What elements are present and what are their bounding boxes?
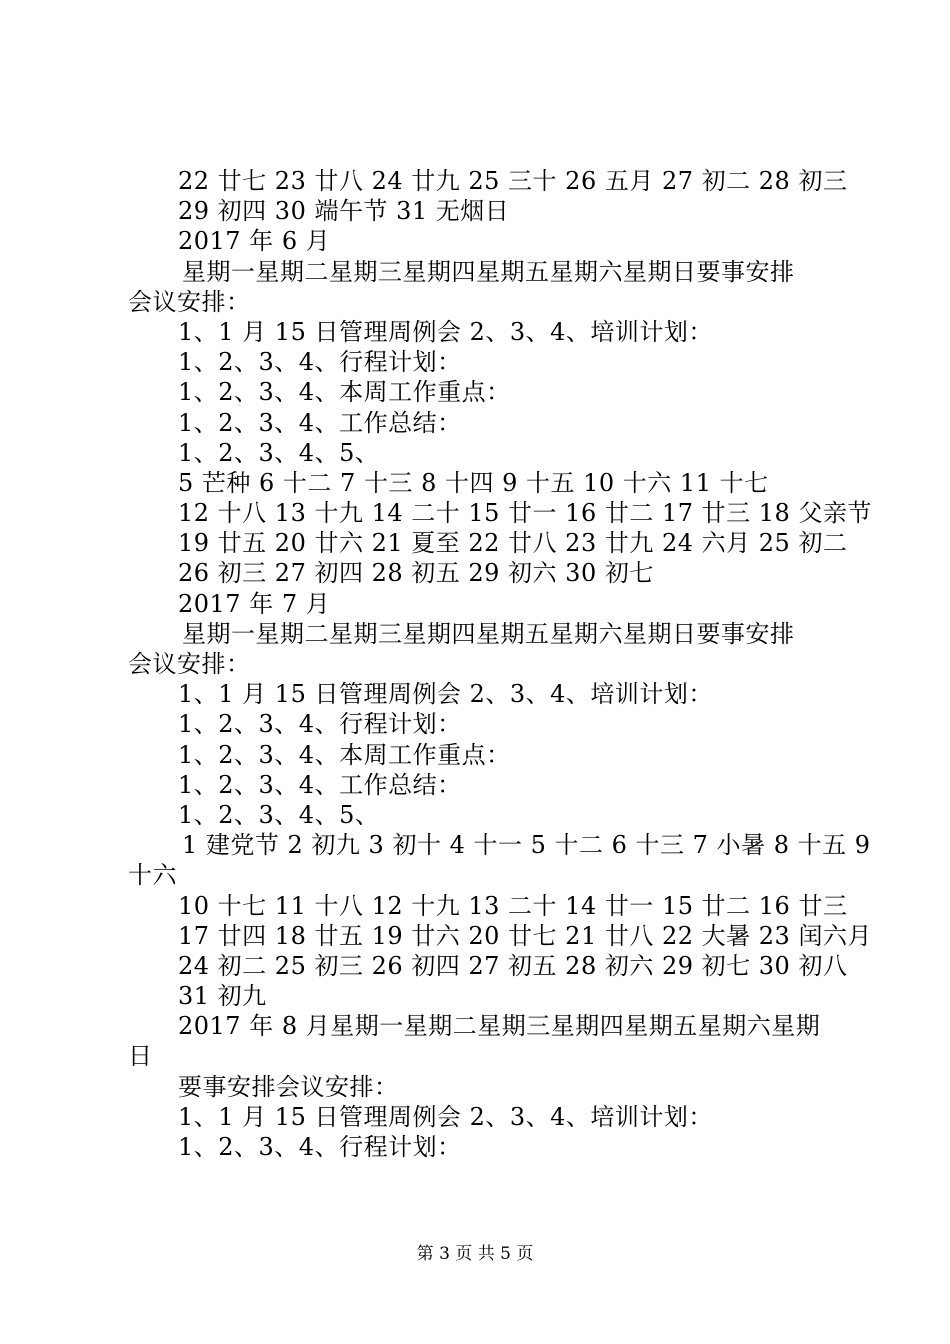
- text-line: 1、2、3、4、本周工作重点：: [178, 378, 511, 407]
- text-line: 十六: [128, 861, 177, 890]
- text-line: 1 建党节 2 初九 3 初十 4 十一 5 十二 6 十三 7 小暑 8 十五 9: [182, 831, 871, 860]
- text-line: 2017 年 8 月星期一星期二星期三星期四星期五星期六星期: [178, 1012, 821, 1041]
- text-line: 1、2、3、4、行程计划：: [178, 710, 462, 739]
- text-line: 会议安排：: [128, 287, 251, 316]
- document-body: [128, 166, 872, 1162]
- text-line: 要事安排会议安排：: [178, 1072, 399, 1101]
- text-line: 星期一星期二星期三星期四星期五星期六星期日要事安排: [182, 619, 795, 648]
- text-line: 1、1 月 15 日管理周例会 2、3、4、培训计划：: [178, 1102, 713, 1131]
- text-line: 会议安排：: [128, 650, 251, 678]
- text-line: 12 十八 13 十九 14 二十 15 廿一 16 廿二 17 廿三 18 父亲节: [178, 499, 872, 528]
- text-line: 1、1 月 15 日管理周例会 2、3、4、培训计划：: [178, 680, 713, 709]
- text-line: 1、2、3、4、5、: [178, 438, 380, 467]
- text-line: 1、2、3、4、行程计划：: [178, 1133, 462, 1161]
- text-line: 1、2、3、4、工作总结：: [178, 408, 462, 437]
- text-line: 19 廿五 20 廿六 21 夏至 22 廿八 23 廿九 24 六月 25 初二: [178, 529, 848, 558]
- text-line: 1、2、3、4、本周工作重点：: [178, 740, 511, 769]
- text-line: 26 初三 27 初四 28 初五 29 初六 30 初七: [178, 559, 654, 588]
- text-line: 1、2、3、4、工作总结：: [178, 770, 462, 799]
- page-footer: 第 3 页 共 5 页: [416, 1244, 534, 1264]
- text-line: 1、2、3、4、行程计划：: [178, 348, 462, 377]
- text-line: 2017 年 7 月: [178, 589, 331, 618]
- text-line: 10 十七 11 十八 12 十九 13 二十 14 廿一 15 廿二 16 廿三: [178, 891, 848, 920]
- text-line: 星期一星期二星期三星期四星期五星期六星期日要事安排: [182, 257, 795, 286]
- text-line: 日: [128, 1042, 153, 1071]
- text-line: 2017 年 6 月: [178, 227, 331, 256]
- text-line: 5 芒种 6 十二 7 十三 8 十四 9 十五 10 十六 11 十七: [178, 468, 769, 497]
- text-line: 31 初九: [178, 982, 267, 1011]
- text-line: 1、1 月 15 日管理周例会 2、3、4、培训计划：: [178, 317, 713, 346]
- text-line: 29 初四 30 端午节 31 无烟日: [178, 197, 510, 226]
- text-line: 17 廿四 18 廿五 19 廿六 20 廿七 21 廿八 22 大暑 23 闰六月: [178, 921, 872, 950]
- text-line: 24 初二 25 初三 26 初四 27 初五 28 初六 29 初七 30 初八: [178, 951, 848, 980]
- text-line: 22 廿七 23 廿八 24 廿九 25 三十 26 五月 27 初二 28 初三: [178, 167, 848, 195]
- text-line: 1、2、3、4、5、: [178, 800, 380, 829]
